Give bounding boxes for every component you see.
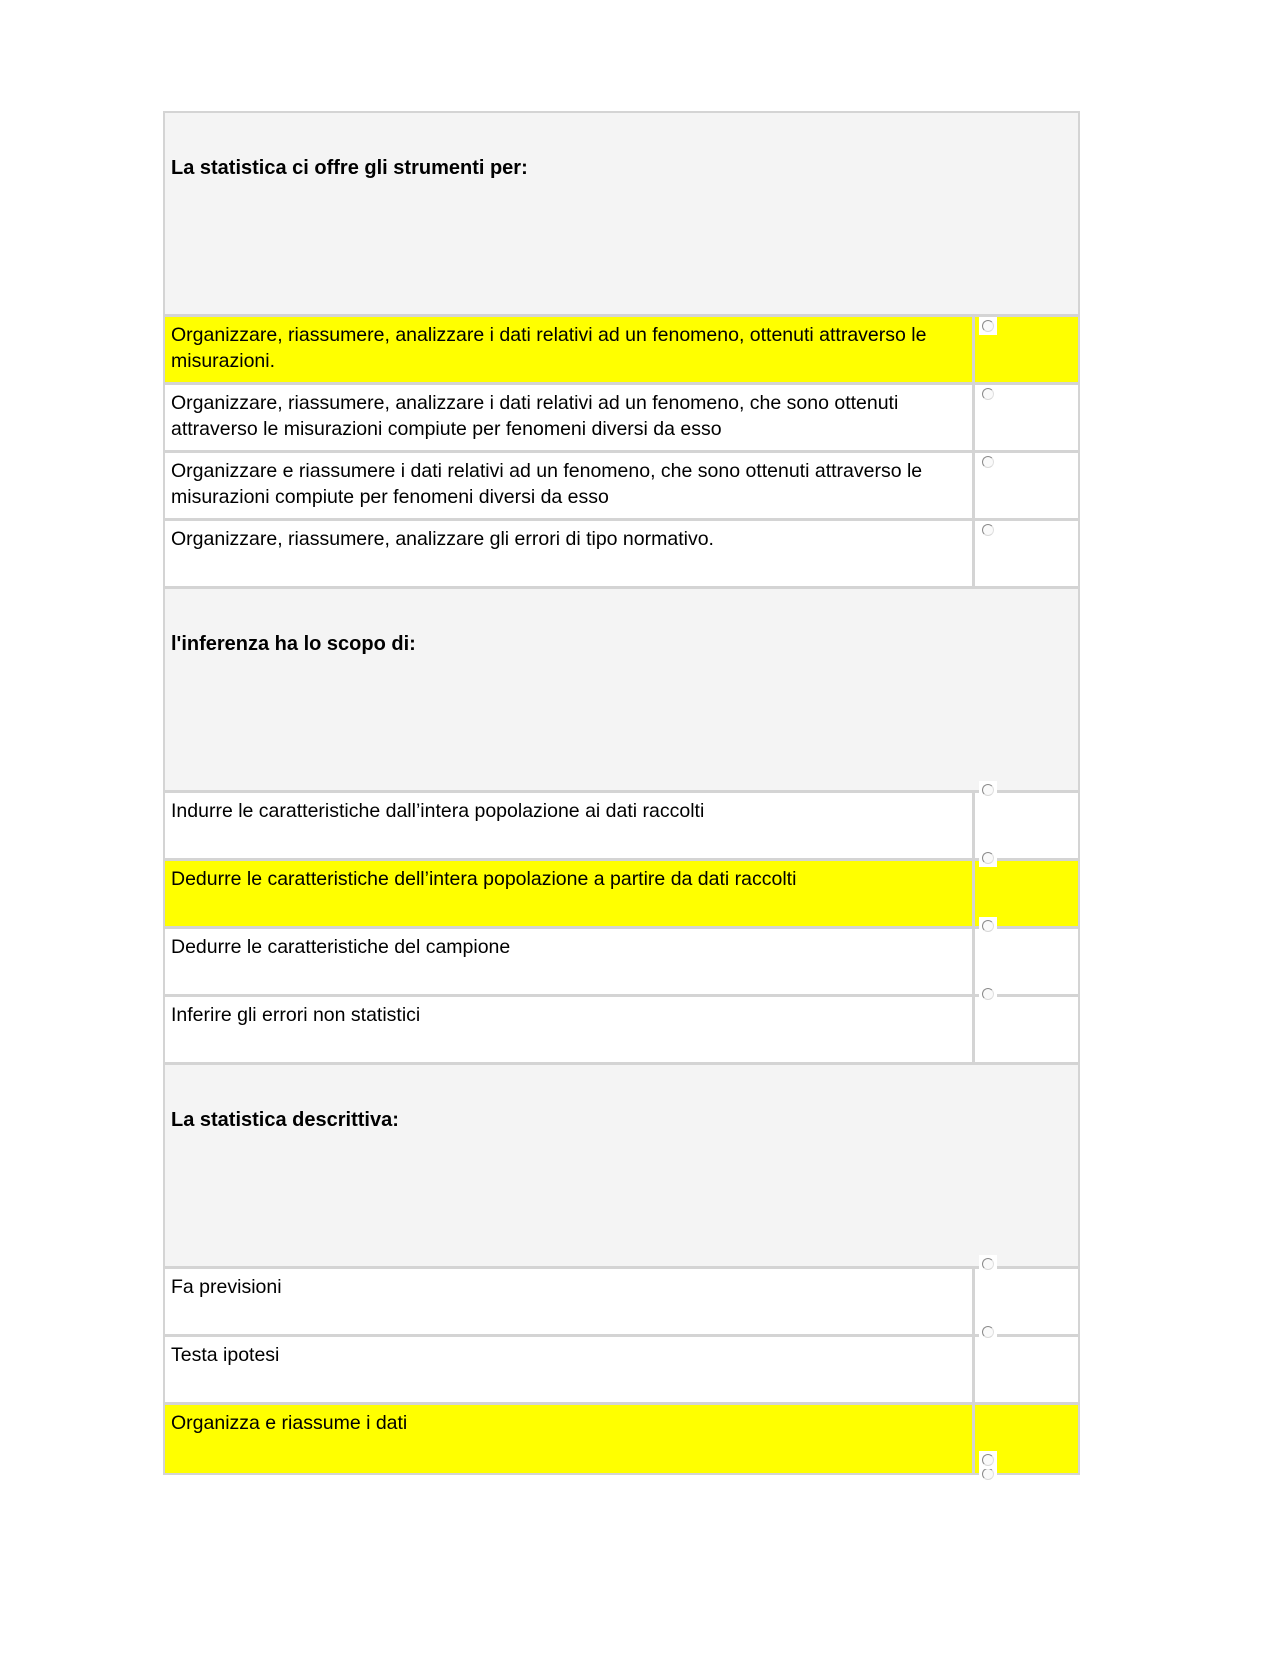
question-prompt: La statistica ci offre gli strumenti per: xyxy=(165,113,1078,317)
radio-button-icon[interactable] xyxy=(979,849,997,867)
answer-row xyxy=(165,317,1078,385)
answer-text: Organizzare, riassumere, analizzare i dati relativi ad un fenomeno, che sono ottenuti attraverso le misurazioni compiute per fenomeni diversi da esso xyxy=(165,385,975,450)
answer-text: Organizzare, riassumere, analizzare gli errori di tipo normativo. xyxy=(165,521,975,586)
answer-row xyxy=(165,861,1078,929)
answer-text: Organizzare e riassumere i dati relativi ad un fenomeno, che sono ottenuti attraverso le misurazioni compiute per fenomeni diversi da esso xyxy=(165,453,975,518)
answer-row xyxy=(165,385,1078,453)
answer-row xyxy=(165,929,1078,997)
answer-text: Inferire gli errori non statistici xyxy=(165,997,975,1062)
question-block-1 xyxy=(165,113,1078,589)
radio-button-icon[interactable] xyxy=(979,453,997,471)
question-block-2 xyxy=(165,589,1078,1065)
radio-button-icon[interactable] xyxy=(979,385,997,403)
radio-button-icon[interactable] xyxy=(979,317,997,335)
answer-row xyxy=(165,1269,1078,1337)
answer-text: Dedurre le caratteristiche dell’intera popolazione a partire da dati raccolti xyxy=(165,861,975,926)
answer-text: Organizzare, riassumere, analizzare i dati relativi ad un fenomeno, ottenuti attraverso le misurazioni. xyxy=(165,317,975,382)
answer-row xyxy=(165,1337,1078,1405)
answer-text: Testa ipotesi xyxy=(165,1337,975,1402)
answer-text: Indurre le caratteristiche dall’intera popolazione ai dati raccolti xyxy=(165,793,975,858)
question-prompt: La statistica descrittiva: xyxy=(165,1065,1078,1269)
answer-text: Dedurre le caratteristiche del campione xyxy=(165,929,975,994)
radio-button-icon[interactable] xyxy=(979,1451,997,1469)
answer-row xyxy=(165,453,1078,521)
answer-row xyxy=(165,997,1078,1065)
answer-row xyxy=(165,793,1078,861)
radio-button-icon[interactable] xyxy=(979,917,997,935)
answer-row xyxy=(165,521,1078,589)
radio-button-icon[interactable] xyxy=(979,521,997,539)
question-block-3 xyxy=(165,1065,1078,1473)
answer-text: Organizza e riassume i dati xyxy=(165,1405,975,1473)
question-prompt: l'inferenza ha lo scopo di: xyxy=(165,589,1078,793)
radio-button-icon[interactable] xyxy=(979,781,997,799)
answer-row xyxy=(165,1405,1078,1473)
quiz-table xyxy=(163,111,1080,1475)
radio-button-icon[interactable] xyxy=(979,1323,997,1341)
radio-button-icon[interactable] xyxy=(979,1255,997,1273)
radio-button-icon[interactable] xyxy=(979,985,997,1003)
answer-text: Fa previsioni xyxy=(165,1269,975,1334)
